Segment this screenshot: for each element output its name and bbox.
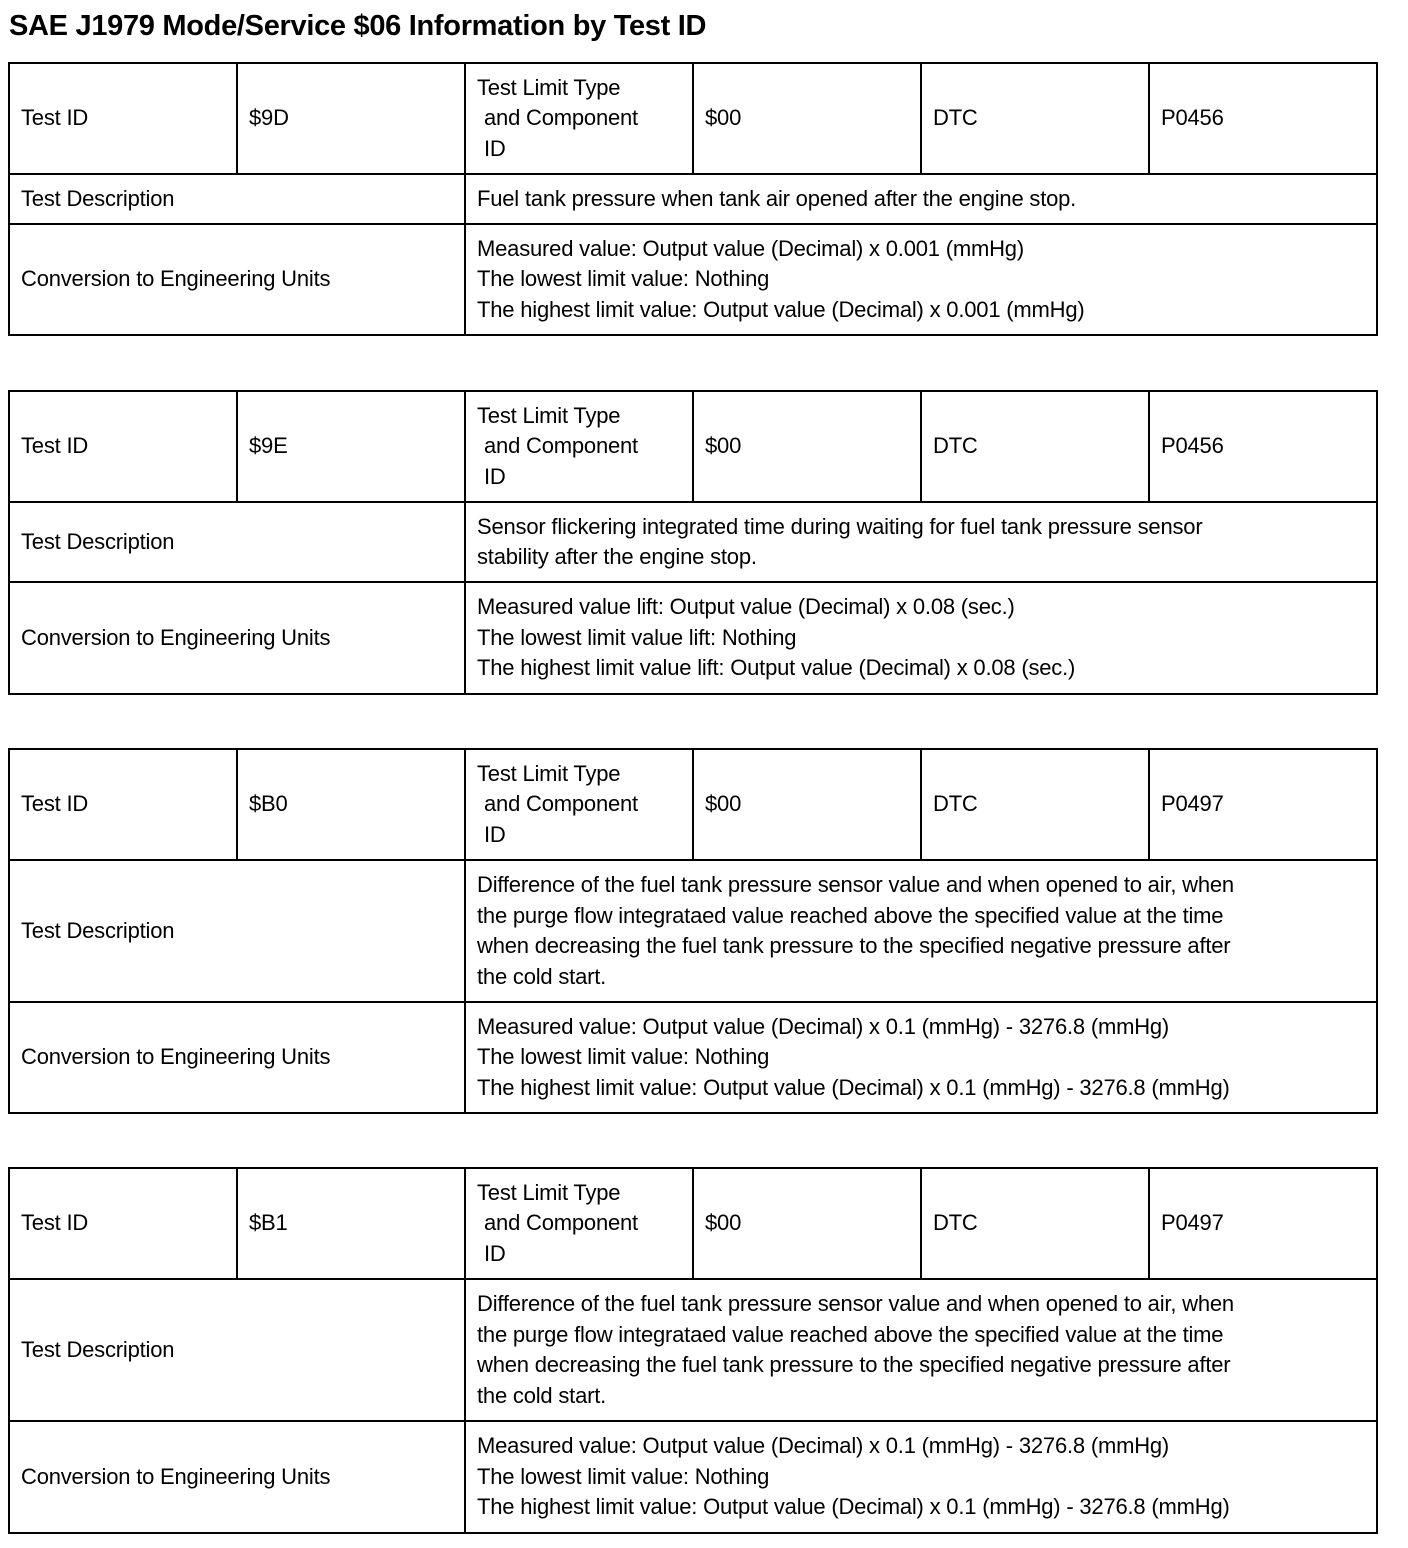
conversion-line: Measured value: Output value (Decimal) x 0.1 (mmHg) - 3276.8 (mmHg)	[477, 1013, 1170, 1039]
description-line: stability after the engine stop.	[477, 544, 757, 569]
dtc-label	[921, 63, 1149, 174]
label-line: Test Limit Type	[477, 402, 621, 428]
label-text: Test Description	[21, 528, 175, 554]
description-label	[9, 502, 465, 582]
label-line: and Component	[484, 791, 638, 817]
test-table	[8, 62, 1378, 336]
test-id-label	[9, 63, 237, 174]
description-row	[9, 860, 1377, 1002]
header-row	[9, 1168, 1377, 1279]
value-text: $00	[705, 1210, 742, 1236]
label-line: Test Limit Type	[477, 74, 621, 100]
conversion-label	[9, 1421, 465, 1533]
value-text: P0456	[1161, 433, 1224, 459]
label-text: Conversion to Engineering Units	[21, 1463, 331, 1489]
test-id-label	[9, 391, 237, 502]
description-row	[9, 174, 1377, 224]
test-id-label	[9, 749, 237, 860]
value-text: $9D	[249, 105, 289, 131]
conversion-row	[9, 1421, 1377, 1533]
label-line: and Component	[484, 105, 638, 131]
label-line: ID	[484, 463, 506, 489]
label-text: Conversion to Engineering Units	[21, 1044, 331, 1070]
label-text: DTC	[933, 433, 978, 459]
description-label	[9, 860, 465, 1002]
conversion-row	[9, 224, 1377, 335]
label-text: Conversion to Engineering Units	[21, 266, 331, 292]
description-line: Sensor flickering integrated time during waiting for fuel tank pressure sensor	[477, 513, 1203, 539]
component-id-value	[693, 63, 921, 174]
label-text: Test Description	[21, 917, 175, 943]
description-value	[465, 174, 1377, 224]
conversion-line: The highest limit value: Output value (Decimal) x 0.1 (mmHg) - 3276.8 (mmHg)	[477, 1074, 1230, 1100]
test-id-label	[9, 1168, 237, 1279]
conversion-line: The lowest limit value lift: Nothing	[477, 624, 797, 650]
description-line: Fuel tank pressure when tank air opened after the engine stop.	[477, 185, 1077, 211]
test-table	[8, 1167, 1378, 1534]
limit-type-label	[465, 63, 693, 174]
conversion-line: Measured value: Output value (Decimal) x 0.1 (mmHg) - 3276.8 (mmHg)	[477, 1433, 1170, 1459]
component-id-value	[693, 749, 921, 860]
description-value	[465, 1279, 1377, 1421]
label-line: Test Limit Type	[477, 760, 621, 786]
label-text: DTC	[933, 791, 978, 817]
conversion-label	[9, 224, 465, 335]
description-line: the cold start.	[477, 963, 607, 989]
conversion-row	[9, 1002, 1377, 1113]
description-line: the purge flow integrataed value reached above the specified value at the time	[477, 902, 1224, 928]
conversion-line: The highest limit value: Output value (Decimal) x 0.001 (mmHg)	[477, 296, 1085, 322]
conversion-label	[9, 1002, 465, 1113]
description-line: when decreasing the fuel tank pressure to the specified negative pressure after	[477, 933, 1231, 958]
label-text: Test ID	[21, 433, 89, 459]
dtc-label	[921, 749, 1149, 860]
conversion-value	[465, 582, 1377, 694]
page-title: SAE J1979 Mode/Service $06 Information by Test ID	[9, 10, 707, 42]
description-row	[9, 1279, 1377, 1421]
label-line: Test Limit Type	[477, 1179, 621, 1205]
value-text: $00	[705, 105, 742, 131]
limit-type-label	[465, 391, 693, 502]
limit-type-label	[465, 1168, 693, 1279]
value-text: $B0	[249, 791, 288, 817]
conversion-row	[9, 582, 1377, 694]
component-id-value	[693, 1168, 921, 1279]
description-line: Difference of the fuel tank pressure sensor value and when opened to air, when	[477, 1291, 1234, 1316]
description-line: the cold start.	[477, 1382, 607, 1408]
label-line: ID	[484, 1240, 506, 1266]
label-line: ID	[484, 821, 506, 847]
label-text: DTC	[933, 1210, 978, 1236]
label-text: Test ID	[21, 105, 89, 131]
value-text: P0456	[1161, 105, 1224, 131]
test-id-value	[237, 1168, 465, 1279]
description-line: when decreasing the fuel tank pressure to the specified negative pressure after	[477, 1352, 1231, 1377]
dtc-label	[921, 1168, 1149, 1279]
label-line: and Component	[484, 1210, 638, 1236]
conversion-value	[465, 224, 1377, 335]
test-id-value	[237, 391, 465, 502]
header-row	[9, 391, 1377, 502]
dtc-value	[1149, 391, 1377, 502]
description-label	[9, 174, 465, 224]
conversion-line: Measured value lift: Output value (Decimal) x 0.08 (sec.)	[477, 594, 1015, 620]
value-text: $B1	[249, 1210, 288, 1236]
description-line: Difference of the fuel tank pressure sensor value and when opened to air, when	[477, 872, 1234, 897]
conversion-value	[465, 1002, 1377, 1113]
test-table	[8, 390, 1378, 695]
dtc-value	[1149, 749, 1377, 860]
value-text: $9E	[249, 433, 288, 459]
description-value	[465, 860, 1377, 1002]
label-line: and Component	[484, 433, 638, 459]
dtc-value	[1149, 63, 1377, 174]
label-text: Test ID	[21, 791, 89, 817]
label-text: Test ID	[21, 1210, 89, 1236]
conversion-line: Measured value: Output value (Decimal) x 0.001 (mmHg)	[477, 235, 1024, 261]
test-id-value	[237, 63, 465, 174]
value-text: P0497	[1161, 1210, 1224, 1236]
label-text: Conversion to Engineering Units	[21, 624, 331, 650]
limit-type-label	[465, 749, 693, 860]
conversion-value	[465, 1421, 1377, 1533]
label-text: Test Description	[21, 1336, 175, 1362]
label-text: Test Description	[21, 185, 175, 211]
header-row	[9, 749, 1377, 860]
description-label	[9, 1279, 465, 1421]
conversion-line: The lowest limit value: Nothing	[477, 1044, 770, 1070]
dtc-value	[1149, 1168, 1377, 1279]
description-row	[9, 502, 1377, 582]
conversion-line: The lowest limit value: Nothing	[477, 1463, 770, 1489]
component-id-value	[693, 391, 921, 502]
conversion-line: The highest limit value lift: Output value (Decimal) x 0.08 (sec.)	[477, 655, 1076, 681]
dtc-label	[921, 391, 1149, 502]
test-id-value	[237, 749, 465, 860]
label-line: ID	[484, 135, 506, 161]
value-text: $00	[705, 791, 742, 817]
conversion-label	[9, 582, 465, 694]
value-text: P0497	[1161, 791, 1224, 817]
description-value	[465, 502, 1377, 582]
test-table	[8, 748, 1378, 1114]
value-text: $00	[705, 433, 742, 459]
conversion-line: The highest limit value: Output value (Decimal) x 0.1 (mmHg) - 3276.8 (mmHg)	[477, 1494, 1230, 1520]
label-text: DTC	[933, 105, 978, 131]
header-row	[9, 63, 1377, 174]
description-line: the purge flow integrataed value reached above the specified value at the time	[477, 1321, 1224, 1347]
conversion-line: The lowest limit value: Nothing	[477, 266, 770, 292]
